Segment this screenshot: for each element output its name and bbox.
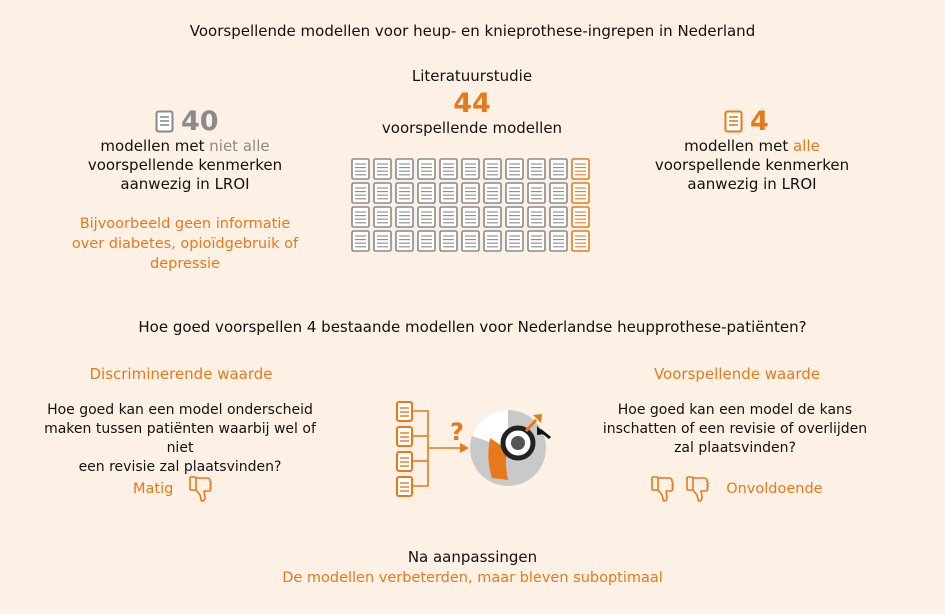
incomplete-model-doc-icon — [484, 207, 501, 227]
research-question: Hoe goed voorspellen 4 bestaande modellen voor Nederlandse heupprothese-patiënten? — [138, 318, 807, 336]
model-validation-illustration — [390, 398, 565, 512]
incomplete-model-doc-icon — [506, 231, 523, 251]
pred-q-line1: Hoe goed kan een model de kans — [617, 402, 853, 418]
incomplete-model-doc-icon — [418, 207, 435, 227]
document-grid-svg — [351, 158, 596, 258]
incomplete-model-doc-icon — [374, 183, 391, 203]
after-adjustments-conclusion: De modellen verbeterden, maar bleven suboptimaal — [282, 570, 663, 586]
discriminative-title: Discriminerende waarde — [89, 365, 273, 383]
incomplete-count-value: 40 — [181, 106, 219, 137]
incomplete-model-doc-icon — [374, 207, 391, 227]
incomplete-model-doc-icon — [528, 159, 545, 179]
incomplete-line2: voorspellende kenmerken — [87, 156, 283, 174]
incomplete-highlight: niet alle — [209, 137, 270, 155]
example-line3: depressie — [150, 256, 220, 272]
incomplete-model-doc-icon — [440, 159, 457, 179]
thumbs-down-icon — [650, 474, 676, 504]
question-mark: ? — [450, 418, 464, 446]
total-models-count: 44 — [453, 88, 491, 119]
incomplete-models-description — [50, 137, 320, 194]
discriminative-question — [30, 401, 330, 477]
incomplete-model-doc-icon — [374, 231, 391, 251]
complete-models-description — [617, 137, 887, 194]
incomplete-model-doc-icon — [440, 183, 457, 203]
incomplete-model-doc-icon — [462, 183, 479, 203]
incomplete-model-doc-icon — [550, 231, 567, 251]
incomplete-model-doc-icon — [462, 231, 479, 251]
incomplete-line3: aanwezig in LROI — [120, 175, 250, 193]
document-icon — [155, 110, 175, 134]
incomplete-model-doc-icon — [352, 207, 369, 227]
complete-model-doc-icon — [572, 207, 589, 227]
discriminative-result-label: Matig — [133, 481, 174, 497]
incomplete-model-doc-icon — [352, 183, 369, 203]
predictive-question — [590, 401, 880, 458]
total-models-label: voorspellende modellen — [381, 119, 563, 137]
incomplete-model-doc-icon — [484, 159, 501, 179]
incomplete-model-doc-icon — [352, 231, 369, 251]
incomplete-model-doc-icon — [440, 207, 457, 227]
incomplete-model-doc-icon — [528, 231, 545, 251]
literature-heading: Literatuurstudie — [411, 67, 533, 85]
incomplete-model-doc-icon — [440, 231, 457, 251]
incomplete-model-doc-icon — [462, 159, 479, 179]
discriminative-result — [133, 474, 214, 504]
incomplete-model-doc-icon — [506, 183, 523, 203]
complete-count-value: 4 — [750, 106, 769, 137]
incomplete-model-doc-icon — [550, 207, 567, 227]
incomplete-model-doc-icon — [396, 183, 413, 203]
incomplete-model-doc-icon — [506, 159, 523, 179]
disc-q-line3: een revisie zal plaatsvinden? — [78, 459, 282, 475]
predictive-title: Voorspellende waarde — [653, 365, 821, 383]
validation-diagram — [390, 398, 565, 508]
disc-q-line1: Hoe goed kan een model onderscheid — [47, 402, 313, 418]
pred-q-line3: zal plaatsvinden? — [674, 440, 796, 456]
complete-model-doc-icon — [572, 159, 589, 179]
missing-info-example — [50, 214, 320, 274]
incomplete-model-doc-icon — [550, 159, 567, 179]
incomplete-model-doc-icon — [418, 183, 435, 203]
incomplete-model-doc-icon — [352, 159, 369, 179]
complete-line3: aanwezig in LROI — [687, 175, 817, 193]
incomplete-model-doc-icon — [528, 207, 545, 227]
pred-q-line2: inschatten of een revisie of overlijden — [602, 421, 868, 437]
incomplete-model-doc-icon — [550, 183, 567, 203]
incomplete-model-doc-icon — [484, 231, 501, 251]
example-line2: over diabetes, opioïdgebruik of — [71, 236, 299, 252]
incomplete-model-doc-icon — [506, 207, 523, 227]
incomplete-model-doc-icon — [484, 183, 501, 203]
complete-line1-text: modellen met — [684, 137, 794, 155]
incomplete-model-doc-icon — [418, 159, 435, 179]
incomplete-model-doc-icon — [396, 207, 413, 227]
disc-q-line2: maken tussen patiënten waarbij wel of niet — [44, 421, 316, 456]
incomplete-model-doc-icon — [462, 207, 479, 227]
incomplete-line1-text: modellen met — [100, 137, 210, 155]
predictive-result-label: Onvoldoende — [726, 481, 823, 497]
incomplete-model-doc-icon — [374, 159, 391, 179]
complete-highlight: alle — [793, 137, 820, 155]
document-icon — [724, 110, 744, 134]
complete-line2: voorspellende kenmerken — [654, 156, 850, 174]
after-adjustments-heading: Na aanpassingen — [407, 548, 538, 566]
predictive-result — [650, 474, 823, 504]
complete-models-count — [724, 106, 769, 137]
thumbs-down-icon — [685, 474, 711, 504]
incomplete-model-doc-icon — [396, 159, 413, 179]
example-line1: Bijvoorbeeld geen informatie — [79, 216, 291, 232]
incomplete-models-count — [155, 106, 219, 137]
complete-model-doc-icon — [572, 231, 589, 251]
page-title: Voorspellende modellen voor heup- en knieprothese-ingrepen in Nederland — [189, 22, 756, 40]
incomplete-model-doc-icon — [418, 231, 435, 251]
incomplete-model-doc-icon — [528, 183, 545, 203]
complete-model-doc-icon — [572, 183, 589, 203]
thumbs-down-icon — [188, 474, 214, 504]
document-grid — [351, 158, 596, 262]
incomplete-model-doc-icon — [396, 231, 413, 251]
